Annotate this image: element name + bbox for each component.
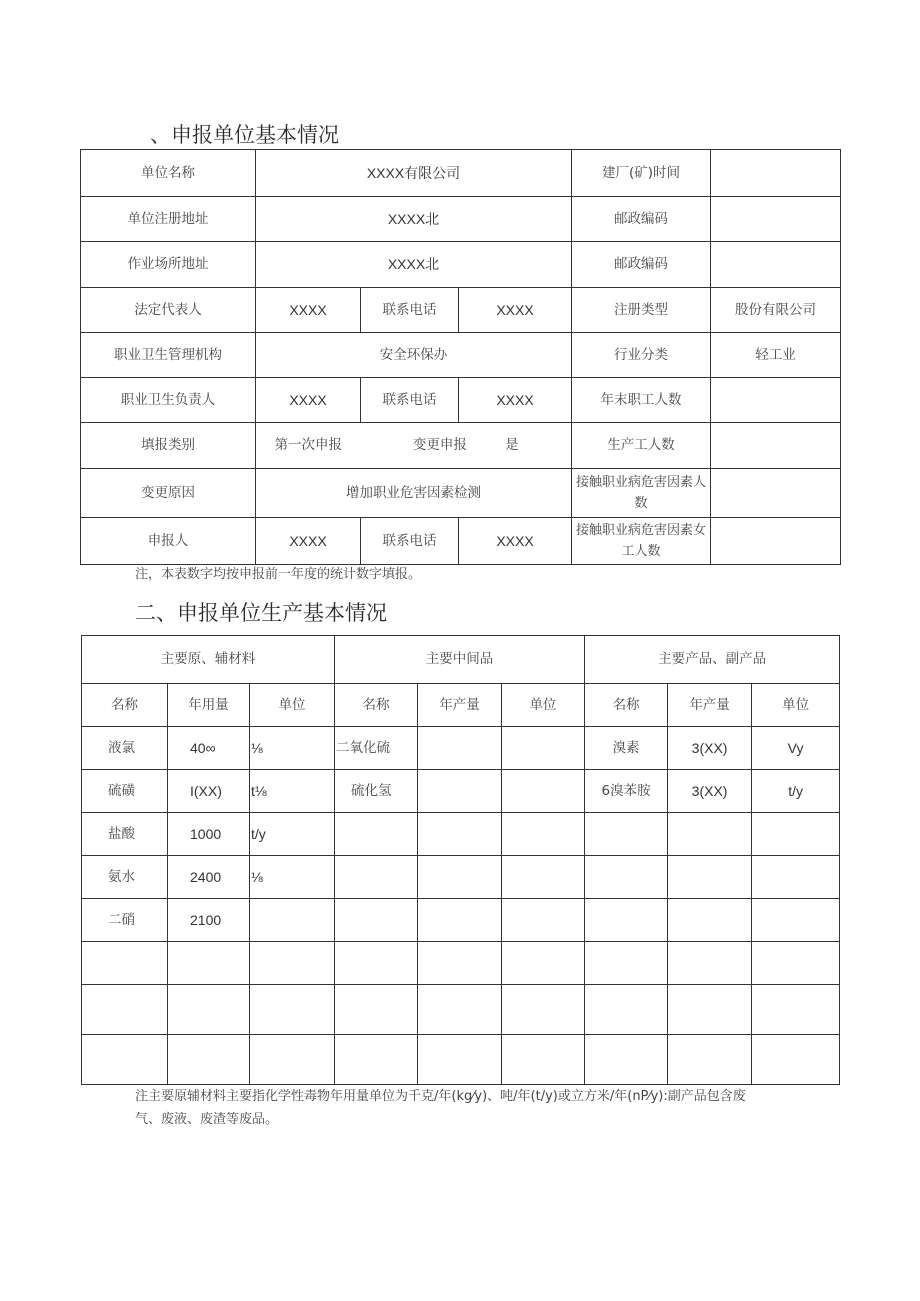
table-cell bbox=[585, 985, 668, 1035]
basic-info-table bbox=[80, 149, 841, 565]
table-cell: 1000 bbox=[168, 813, 250, 856]
table-cell bbox=[502, 727, 585, 770]
report-change-mark: 是 bbox=[505, 437, 519, 453]
exposed-value bbox=[711, 469, 841, 518]
table-row bbox=[82, 770, 840, 813]
phone-label: 联系电话 bbox=[361, 518, 459, 565]
table-cell: I(XX) bbox=[168, 770, 250, 813]
table-header-row bbox=[82, 636, 840, 684]
build-time-label: 建厂(矿)时间 bbox=[572, 150, 711, 197]
table-cell bbox=[335, 813, 418, 856]
section1-title: 、申报单位基本情况 bbox=[150, 123, 339, 147]
table-cell bbox=[752, 856, 840, 899]
table-row bbox=[82, 899, 840, 942]
table-cell: 40∞ bbox=[168, 727, 250, 770]
unit-name-label: 单位名称 bbox=[81, 150, 256, 197]
table-cell: 2100 bbox=[168, 899, 250, 942]
table-cell: t/y bbox=[250, 813, 335, 856]
table-cell: 二硝 bbox=[82, 899, 168, 942]
table-cell: ⅛ bbox=[250, 727, 335, 770]
table-cell bbox=[82, 985, 168, 1035]
table-cell bbox=[668, 856, 752, 899]
exposed-female-label: 接触职业病危害因素女工人数 bbox=[572, 518, 711, 565]
table-cell bbox=[668, 942, 752, 985]
year-end-staff-value bbox=[711, 378, 841, 423]
reg-type-value: 股份有限公司 bbox=[711, 288, 841, 333]
table-row bbox=[82, 942, 840, 985]
change-reason-label: 变更原因 bbox=[81, 469, 256, 518]
phone-value: XXXX bbox=[459, 288, 572, 333]
change-reason-value: 增加职业危害因素检测 bbox=[256, 469, 572, 518]
table-row bbox=[81, 242, 841, 288]
oh-org-value: 安全环保办 bbox=[256, 333, 572, 378]
column-header: 名称 bbox=[82, 684, 168, 727]
table-row bbox=[82, 727, 840, 770]
note-line-1: 注主要原辅材料主要指化学性毒物年用量单位为千克/年(kg⁄y)、吨/年(t/y)或立方米/年(nP⁄y):副产品包含废 bbox=[135, 1089, 746, 1104]
table-cell: 液氯 bbox=[82, 727, 168, 770]
column-header: 单位 bbox=[752, 684, 840, 727]
table-cell bbox=[502, 770, 585, 813]
oh-person-label: 职业卫生负责人 bbox=[81, 378, 256, 423]
group-header: 主要产品、副产品 bbox=[585, 636, 840, 684]
table-cell bbox=[418, 770, 502, 813]
reg-address-value: XXXX北 bbox=[256, 197, 572, 242]
table-cell bbox=[502, 985, 585, 1035]
note-line-2: 气、废液、废渣等废品。 bbox=[135, 1112, 279, 1127]
table-cell bbox=[585, 942, 668, 985]
table-row bbox=[81, 197, 841, 242]
production-rows bbox=[82, 727, 840, 1085]
table-cell bbox=[752, 985, 840, 1035]
table-cell: ⅛ bbox=[250, 856, 335, 899]
table-cell bbox=[752, 942, 840, 985]
table-cell bbox=[335, 942, 418, 985]
reporter-label: 申报人 bbox=[81, 518, 256, 565]
report-change: 变更申报 bbox=[412, 437, 467, 453]
group-header: 主要中间品 bbox=[335, 636, 585, 684]
table-cell bbox=[82, 942, 168, 985]
table-row bbox=[81, 150, 841, 197]
production-staff-label: 生产工人数 bbox=[572, 423, 711, 469]
phone-value: XXXX bbox=[459, 378, 572, 423]
table-cell bbox=[250, 1035, 335, 1085]
oh-org-label: 职业卫生管理机构 bbox=[81, 333, 256, 378]
table-cell: 3(XX) bbox=[668, 770, 752, 813]
table-cell: 二氧化硫 bbox=[335, 727, 418, 770]
table-row bbox=[82, 813, 840, 856]
table-cell bbox=[585, 813, 668, 856]
table-cell bbox=[82, 1035, 168, 1085]
legal-rep-value: XXXX bbox=[256, 288, 361, 333]
report-first: 第一次申报 bbox=[256, 423, 361, 469]
table-cell bbox=[168, 942, 250, 985]
column-header: 年产量 bbox=[418, 684, 502, 727]
table-cell bbox=[502, 899, 585, 942]
reporter-value: XXXX bbox=[256, 518, 361, 565]
industry-value: 轻工业 bbox=[711, 333, 841, 378]
section2-title: 二、申报单位生产基本情况 bbox=[135, 601, 387, 625]
table-cell bbox=[668, 813, 752, 856]
table-cell bbox=[335, 856, 418, 899]
exposed-label: 接触职业病危害因素人数 bbox=[572, 469, 711, 518]
table-cell bbox=[168, 985, 250, 1035]
table-cell bbox=[250, 899, 335, 942]
table-cell bbox=[752, 813, 840, 856]
table-cell bbox=[752, 899, 840, 942]
table-cell bbox=[502, 813, 585, 856]
phone-label: 联系电话 bbox=[361, 288, 459, 333]
table-row bbox=[82, 985, 840, 1035]
table-row bbox=[81, 469, 841, 518]
table-cell: 盐酸 bbox=[82, 813, 168, 856]
table-cell bbox=[418, 727, 502, 770]
table-cell bbox=[502, 942, 585, 985]
table-cell bbox=[335, 899, 418, 942]
table-cell: 硫化氢 bbox=[335, 770, 418, 813]
table-subheader-row bbox=[82, 684, 840, 727]
section1-note: 注，本表数字均按申报前一年度的统计数字填报。 bbox=[135, 567, 422, 582]
table-row bbox=[81, 378, 841, 423]
table-cell: 2400 bbox=[168, 856, 250, 899]
table-cell bbox=[168, 1035, 250, 1085]
postcode-value bbox=[711, 197, 841, 242]
table-row bbox=[82, 856, 840, 899]
production-table bbox=[81, 635, 840, 1085]
table-cell bbox=[418, 813, 502, 856]
table-cell: t⅛ bbox=[250, 770, 335, 813]
table-cell bbox=[418, 856, 502, 899]
table-row bbox=[81, 333, 841, 378]
table-cell: 6溴苯胺 bbox=[585, 770, 668, 813]
legal-rep-label: 法定代表人 bbox=[81, 288, 256, 333]
table-cell bbox=[250, 942, 335, 985]
table-cell bbox=[418, 985, 502, 1035]
table-cell bbox=[668, 899, 752, 942]
table-cell bbox=[585, 856, 668, 899]
postcode-value bbox=[711, 242, 841, 288]
column-header: 单位 bbox=[250, 684, 335, 727]
column-header: 单位 bbox=[502, 684, 585, 727]
table-cell: Vy bbox=[752, 727, 840, 770]
phone-label: 联系电话 bbox=[361, 378, 459, 423]
build-time-value bbox=[711, 150, 841, 197]
work-address-label: 作业场所地址 bbox=[81, 242, 256, 288]
work-address-value: XXXX北 bbox=[256, 242, 572, 288]
column-header: 年用量 bbox=[168, 684, 250, 727]
table-row bbox=[81, 423, 841, 469]
report-change-cell bbox=[361, 423, 572, 469]
table-cell bbox=[585, 1035, 668, 1085]
table-row bbox=[82, 1035, 840, 1085]
report-type-label: 填报类别 bbox=[81, 423, 256, 469]
column-header: 名称 bbox=[335, 684, 418, 727]
table-cell: 3(XX) bbox=[668, 727, 752, 770]
table-cell: 硫磺 bbox=[82, 770, 168, 813]
table-cell bbox=[335, 1035, 418, 1085]
production-staff-value bbox=[711, 423, 841, 469]
table-cell: 溴素 bbox=[585, 727, 668, 770]
column-header: 年产量 bbox=[668, 684, 752, 727]
table-cell bbox=[418, 942, 502, 985]
table-cell bbox=[668, 1035, 752, 1085]
phone-value: XXXX bbox=[459, 518, 572, 565]
postcode-label: 邮政编码 bbox=[572, 197, 711, 242]
column-header: 名称 bbox=[585, 684, 668, 727]
table-cell bbox=[502, 1035, 585, 1085]
exposed-female-value bbox=[711, 518, 841, 565]
year-end-staff-label: 年末职工人数 bbox=[572, 378, 711, 423]
section2-note bbox=[135, 1085, 835, 1131]
table-cell bbox=[752, 1035, 840, 1085]
industry-label: 行业分类 bbox=[572, 333, 711, 378]
table-cell bbox=[418, 899, 502, 942]
table-cell bbox=[418, 1035, 502, 1085]
unit-name-value: XXXX有限公司 bbox=[256, 150, 572, 197]
table-cell: 氨水 bbox=[82, 856, 168, 899]
table-cell bbox=[250, 985, 335, 1035]
table-cell bbox=[668, 985, 752, 1035]
table-cell bbox=[502, 856, 585, 899]
group-header: 主要原、辅材料 bbox=[82, 636, 335, 684]
table-row bbox=[81, 288, 841, 333]
table-row bbox=[81, 518, 841, 565]
oh-person-value: XXXX bbox=[256, 378, 361, 423]
reg-type-label: 注册类型 bbox=[572, 288, 711, 333]
reg-address-label: 单位注册地址 bbox=[81, 197, 256, 242]
table-cell bbox=[585, 899, 668, 942]
table-cell: t/y bbox=[752, 770, 840, 813]
table-cell bbox=[335, 985, 418, 1035]
postcode-label: 邮政编码 bbox=[572, 242, 711, 288]
